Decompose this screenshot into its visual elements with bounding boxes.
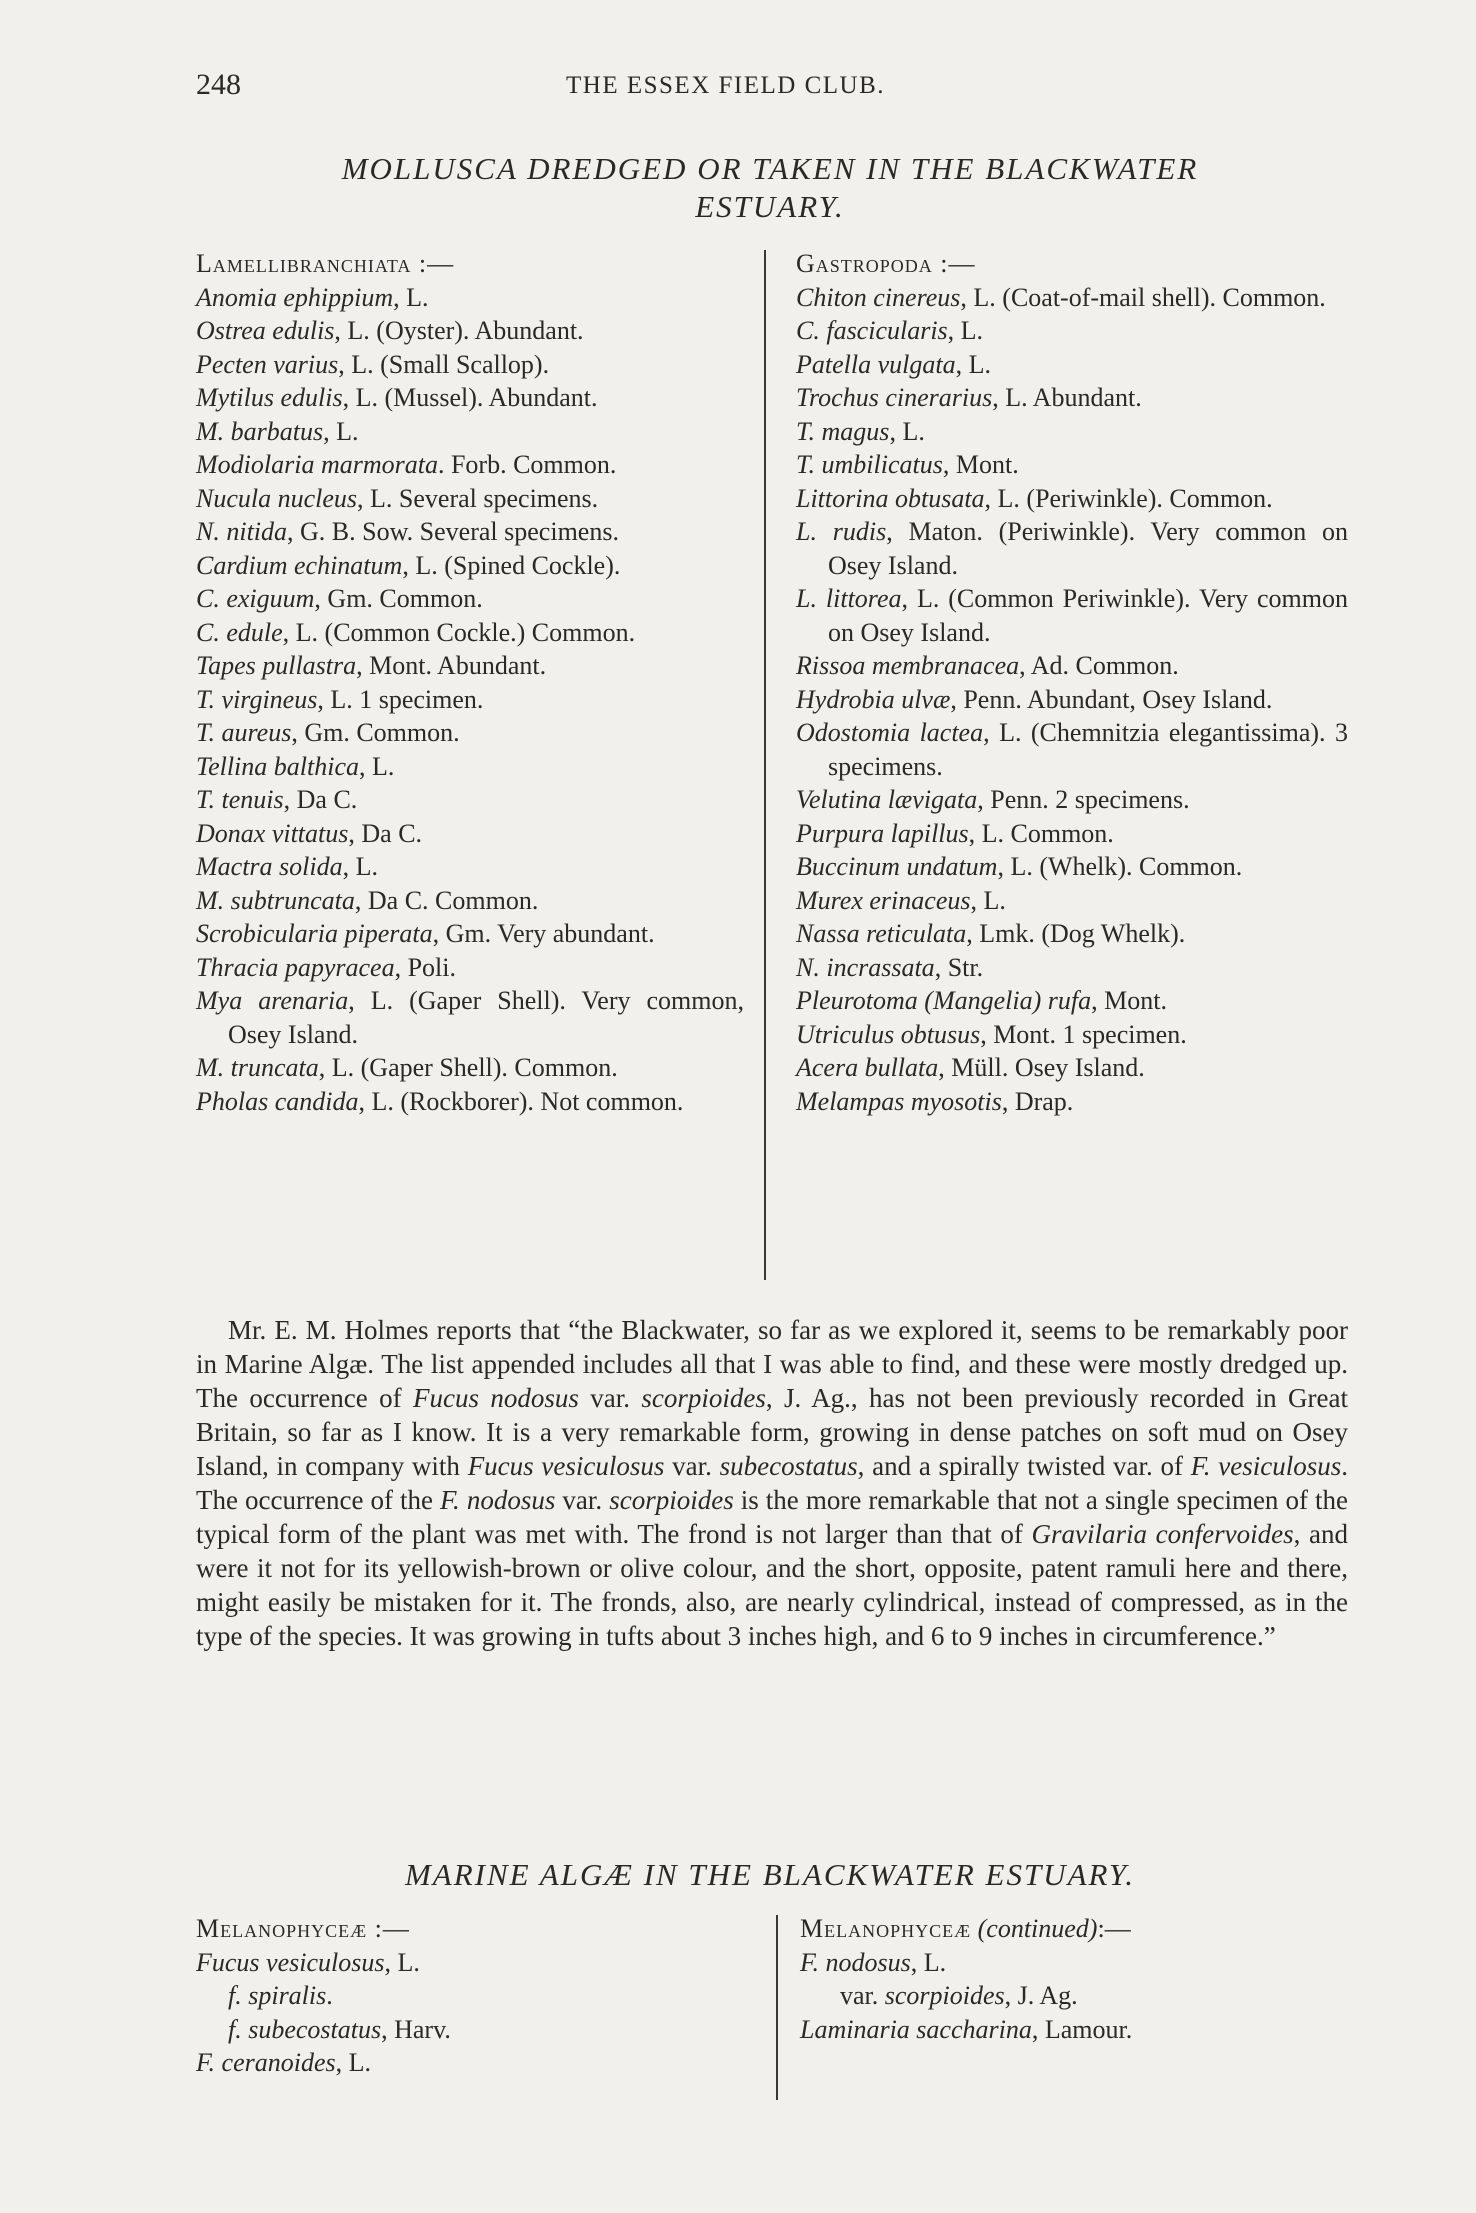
species-entry [796, 1018, 1348, 1052]
species-entry [196, 281, 744, 315]
species-name: N. nitida [196, 517, 288, 546]
species-name: Tapes pullastra [196, 651, 357, 680]
species-note: , L. [393, 282, 429, 312]
species-name: M. barbatus [196, 416, 324, 446]
species-note: , Lamour. [1031, 2014, 1133, 2044]
species-name: Odostomia lactea [796, 718, 984, 747]
species-note: , L. (Spined Cockle). [402, 550, 621, 580]
species-name: f. subecostatus [228, 2014, 382, 2044]
species-note: , J. Ag. [1004, 1981, 1078, 2010]
species-entry [196, 984, 744, 1051]
species-note: , L. [947, 316, 984, 345]
species-entry [196, 750, 744, 784]
algae-entry [196, 1979, 756, 2013]
species-name: Mytilus edulis [196, 383, 343, 412]
species-note: , L. (Oyster). Abundant. [334, 316, 584, 345]
species-note: , L. (Whelk). Common. [997, 852, 1243, 881]
species-entry [796, 649, 1348, 683]
species-entry [196, 649, 744, 683]
species-name: Rissoa membranacea [796, 651, 1020, 680]
running-head [196, 68, 1346, 108]
species-name: T. virgineus [196, 684, 318, 714]
species-note: , L. (Common Periwinkle). Very common on Osey Island. [828, 584, 1348, 647]
species-note: , Penn. Abundant, Osey Island. [950, 684, 1273, 714]
species-name: f. spiralis [228, 1981, 327, 2010]
species-entry [796, 415, 1348, 449]
algae-right-list [800, 1946, 1348, 2047]
species-name: Laminaria saccharina [800, 2014, 1032, 2044]
species-entry [796, 314, 1348, 348]
species-entry [196, 582, 744, 616]
paragraph-text: var. [555, 1485, 610, 1515]
species-note: , Mont. 1 specimen. [980, 1019, 1187, 1049]
species-entry [196, 415, 744, 449]
species-note: , Str. [934, 952, 984, 982]
variety-prefix: var. [840, 1981, 885, 2010]
species-entry [796, 381, 1348, 415]
species-entry [796, 817, 1348, 851]
species-entry [796, 716, 1348, 783]
species-note: , L. (Coat-of-mail shell). Common. [960, 282, 1326, 312]
species-name: T. aureus [196, 718, 292, 747]
species-entry [196, 1085, 744, 1119]
species-name: Pleurotoma (Mangelia) rufa [796, 986, 1092, 1015]
species-name: Buccinum undatum [796, 852, 998, 881]
species-entry [796, 515, 1348, 582]
lamellibranchiata-heading: Lamellibranchiata :— [196, 249, 455, 278]
species-entry [196, 917, 744, 951]
paragraph-text: var. [664, 1451, 720, 1481]
species-name: F. nodosus [800, 1947, 911, 1977]
lamellibranchiata-list [196, 281, 744, 1119]
species-name: Fucus vesiculosus [196, 1947, 385, 1977]
species-name: Modiolaria marmorata [196, 450, 438, 479]
species-entry [796, 951, 1348, 985]
species-entry [196, 482, 744, 516]
species-name: Murex erinaceus [796, 885, 971, 915]
paragraph-text: , and a spirally twisted var. of [857, 1451, 1191, 1481]
melanophyceae-heading: Melanophyceæ :— [196, 1914, 410, 1943]
species-note: , Gm. Common. [314, 584, 483, 613]
species-entry [196, 716, 744, 750]
species-note: , Drap. [1001, 1086, 1074, 1116]
species-entry [796, 348, 1348, 382]
species-name: Littorina obtusata [796, 483, 985, 513]
species-note: , L. [359, 751, 395, 781]
species-entry [796, 448, 1348, 482]
species-name: Chiton cinereus [796, 282, 961, 312]
species-note: , L. [970, 885, 1006, 915]
species-entry [196, 817, 744, 851]
species-name: Mya arenaria [196, 986, 349, 1015]
species-note: , L. (Small Scallop). [338, 349, 550, 379]
species-name: Donax vittatus [196, 818, 349, 848]
gastropoda-heading: Gastropoda :— [796, 249, 976, 278]
species-note: , Müll. Osey Island. [938, 1053, 1145, 1082]
species-name: Pholas candida [196, 1086, 359, 1116]
species-entry [196, 448, 744, 482]
paragraph-italic: F. nodosus [440, 1485, 556, 1515]
species-entry [196, 348, 744, 382]
species-entry [796, 884, 1348, 918]
lamellibranchiata-column [196, 247, 744, 1118]
species-note: , L. [384, 1947, 420, 1977]
species-name: N. incrassata [796, 952, 935, 982]
species-entry [196, 783, 744, 817]
species-entry [196, 683, 744, 717]
species-name: Patella vulgata [796, 349, 956, 379]
column-divider [764, 250, 766, 1280]
paragraph-italic: Fucus vesiculosus [467, 1451, 665, 1481]
algae-title: MARINE ALGÆ IN THE BLACKWATER ESTUARY. [404, 1857, 1136, 1892]
species-note: , L. (Mussel). Abundant. [342, 383, 598, 412]
paragraph-italic: Fucus nodosus [412, 1383, 579, 1413]
paragraph-text: Mr. E. M. Holmes reports that “the Blackwater, so far as we explored it, seems to be remarkably poor in Marine Algæ. The list appended includes all that I was able to find, and these were mostly dredged up. The occurrence of [196, 1315, 1348, 1413]
mollusca-title-line2: ESTUARY. [695, 189, 845, 224]
heading-continued: (continued) [977, 1914, 1098, 1943]
melanophyceae-continued-column [800, 1912, 1348, 2046]
paragraph-text: , J. Ag., has not been previously recorded in Great Britain, so far as I know. It is a very remarkable form, growing in dense patches on soft mud on Osey Island, in company with [196, 1383, 1349, 1481]
melanophyceae-continued-heading [800, 1912, 1348, 1946]
mollusca-title-line1: MOLLUSCA DREDGED OR TAKEN IN THE BLACKWATER [341, 151, 1199, 186]
species-note: , L. [323, 416, 359, 446]
species-name: F. ceranoides [196, 2048, 336, 2077]
species-entry [796, 683, 1348, 717]
algae-entry [800, 1979, 1348, 2013]
species-note: , L. [889, 416, 925, 446]
species-entry [196, 884, 744, 918]
algae-entry [196, 2046, 756, 2080]
species-note: , L. (Gaper Shell). Very common, Osey Island. [228, 986, 744, 1049]
species-name: Anomia ephippium [196, 282, 394, 312]
species-name: M. truncata [196, 1053, 319, 1082]
species-note: , Poli. [394, 952, 457, 982]
species-entry [796, 984, 1348, 1018]
species-entry [796, 850, 1348, 884]
species-name: Nucula nucleus [196, 483, 358, 513]
species-note: , Mont. [1091, 986, 1167, 1015]
species-note: , L. [910, 1947, 947, 1977]
algae-column-divider [776, 1915, 778, 2100]
species-entry [196, 549, 744, 583]
algae-entry [196, 2013, 756, 2047]
species-note: , G. B. Sow. Several specimens. [287, 517, 619, 546]
species-name: L. rudis [796, 517, 887, 546]
species-note: , L. Several specimens. [357, 483, 599, 513]
species-entry [196, 381, 744, 415]
species-name: scorpioides [884, 1981, 1005, 2010]
species-entry [196, 616, 744, 650]
species-name: Hydrobia ulvæ [796, 684, 951, 714]
paragraph-text: , and were it not for its yellowish-brown or olive colour, and the short, opposite, patent ramuli here and there, might easily be mistaken for it. The fronds, also, are nearly cylindrical, instead of compressed, as in the type of the species. It was growing in tufts about 3 inches high, and 6 to 9 inches in circumference.” [196, 1519, 1348, 1651]
melanophyceae-column [196, 1912, 756, 2080]
paragraph-italic: subecostatus [719, 1451, 858, 1481]
species-note: , Gm. Common. [291, 718, 460, 747]
species-name: Utriculus obtusus [796, 1019, 981, 1049]
species-note: . Forb. Common. [437, 450, 617, 479]
species-entry [796, 1085, 1348, 1119]
species-entry [196, 515, 744, 549]
species-entry [796, 783, 1348, 817]
species-name: Acera bullata [796, 1053, 939, 1082]
species-name: Tellina balthica [196, 751, 359, 781]
species-note: , L. Abundant. [992, 383, 1142, 412]
species-name: Purpura lapillus [796, 818, 969, 848]
species-name: C. fascicularis [796, 316, 948, 345]
species-name: Velutina lævigata [796, 785, 978, 814]
species-entry [796, 1051, 1348, 1085]
species-note: , Da C. [348, 818, 423, 848]
species-note: , Lmk. (Dog Whelk). [966, 919, 1186, 948]
paragraph-italic: Gravilaria confervoides [1031, 1519, 1294, 1549]
species-note: , Maton. (Periwinkle). Very common on Osey Island. [828, 517, 1348, 580]
heading-tail: :— [1097, 1914, 1131, 1943]
species-note: , Mont. Abundant. [356, 651, 547, 680]
gastropoda-list [796, 281, 1348, 1119]
species-note: , Harv. [381, 2014, 451, 2044]
species-note: , Da C. [283, 785, 358, 814]
species-note: , L. [955, 349, 991, 379]
paragraph-italic: scorpioides [641, 1383, 766, 1413]
species-note: , L. [335, 2048, 372, 2077]
species-name: L. littorea [796, 584, 902, 613]
paragraph-italic: F. vesiculosus [1190, 1451, 1342, 1481]
paragraph-text: is the more remarkable that not a single specimen of the typical form of the plant was met with. The frond is not larger than that of [196, 1485, 1348, 1549]
species-name: Trochus cinerarius [796, 383, 993, 412]
species-entry [196, 850, 744, 884]
species-name: M. subtruncata [196, 885, 355, 915]
species-note: , L. (Rockborer). Not common. [358, 1086, 684, 1116]
algae-entry [800, 2013, 1348, 2047]
species-name: C. exiguum [196, 584, 315, 613]
species-entry [796, 917, 1348, 951]
species-note: , Mont. [942, 450, 1019, 479]
species-note: , L. (Gaper Shell). Common. [318, 1053, 618, 1082]
species-name: Thracia papyracea [196, 952, 395, 982]
paragraph-text: . The occurrence of the [196, 1451, 1348, 1515]
species-entry [196, 1051, 744, 1085]
species-name: C. edule [196, 617, 283, 647]
species-note: , Penn. 2 specimens. [977, 785, 1190, 814]
mollusca-title [200, 150, 1340, 226]
algae-entry [196, 1946, 756, 1980]
species-entry [196, 951, 744, 985]
species-name: Ostrea edulis [196, 316, 335, 345]
species-note: , Gm. Very abundant. [432, 919, 655, 948]
holmes-report-paragraph [196, 1313, 1348, 1653]
gastropoda-column [796, 247, 1348, 1118]
algae-entry [800, 1946, 1348, 1980]
species-name: T. magus [796, 416, 890, 446]
species-entry [796, 482, 1348, 516]
species-name: T. umbilicatus [796, 450, 943, 479]
species-entry [796, 281, 1348, 315]
species-name: Mactra solida [196, 852, 343, 881]
species-name: Scrobicularia piperata [196, 919, 433, 948]
species-note: , L. 1 specimen. [317, 684, 484, 714]
paragraph-italic: scorpioides [609, 1485, 734, 1515]
species-note: , Ad. Common. [1019, 651, 1179, 680]
heading-text: Melanophyceæ [800, 1914, 972, 1943]
species-name: Nassa reticulata [796, 919, 967, 948]
species-note: , L. (Periwinkle). Common. [984, 483, 1273, 513]
species-name: Cardium echinatum [196, 550, 403, 580]
species-note: , L. (Chemnitzia elegantissima). 3 specimens. [828, 718, 1348, 781]
page-number: 248 [196, 68, 241, 101]
species-name: Melampas myosotis [796, 1086, 1002, 1116]
species-note: , Da C. Common. [354, 885, 539, 915]
species-note: , L. Common. [968, 818, 1114, 848]
species-name: T. tenuis [196, 785, 284, 814]
paragraph-text: var. [578, 1383, 642, 1413]
running-title: THE ESSEX FIELD CLUB. [566, 72, 885, 99]
species-note: . [326, 1981, 333, 2010]
species-note: , L. (Common Cockle.) Common. [282, 617, 636, 647]
species-entry [196, 314, 744, 348]
algae-left-list [196, 1946, 756, 2080]
species-entry [796, 582, 1348, 649]
species-note: , L. [342, 852, 378, 881]
species-name: Pecten varius [196, 349, 339, 379]
